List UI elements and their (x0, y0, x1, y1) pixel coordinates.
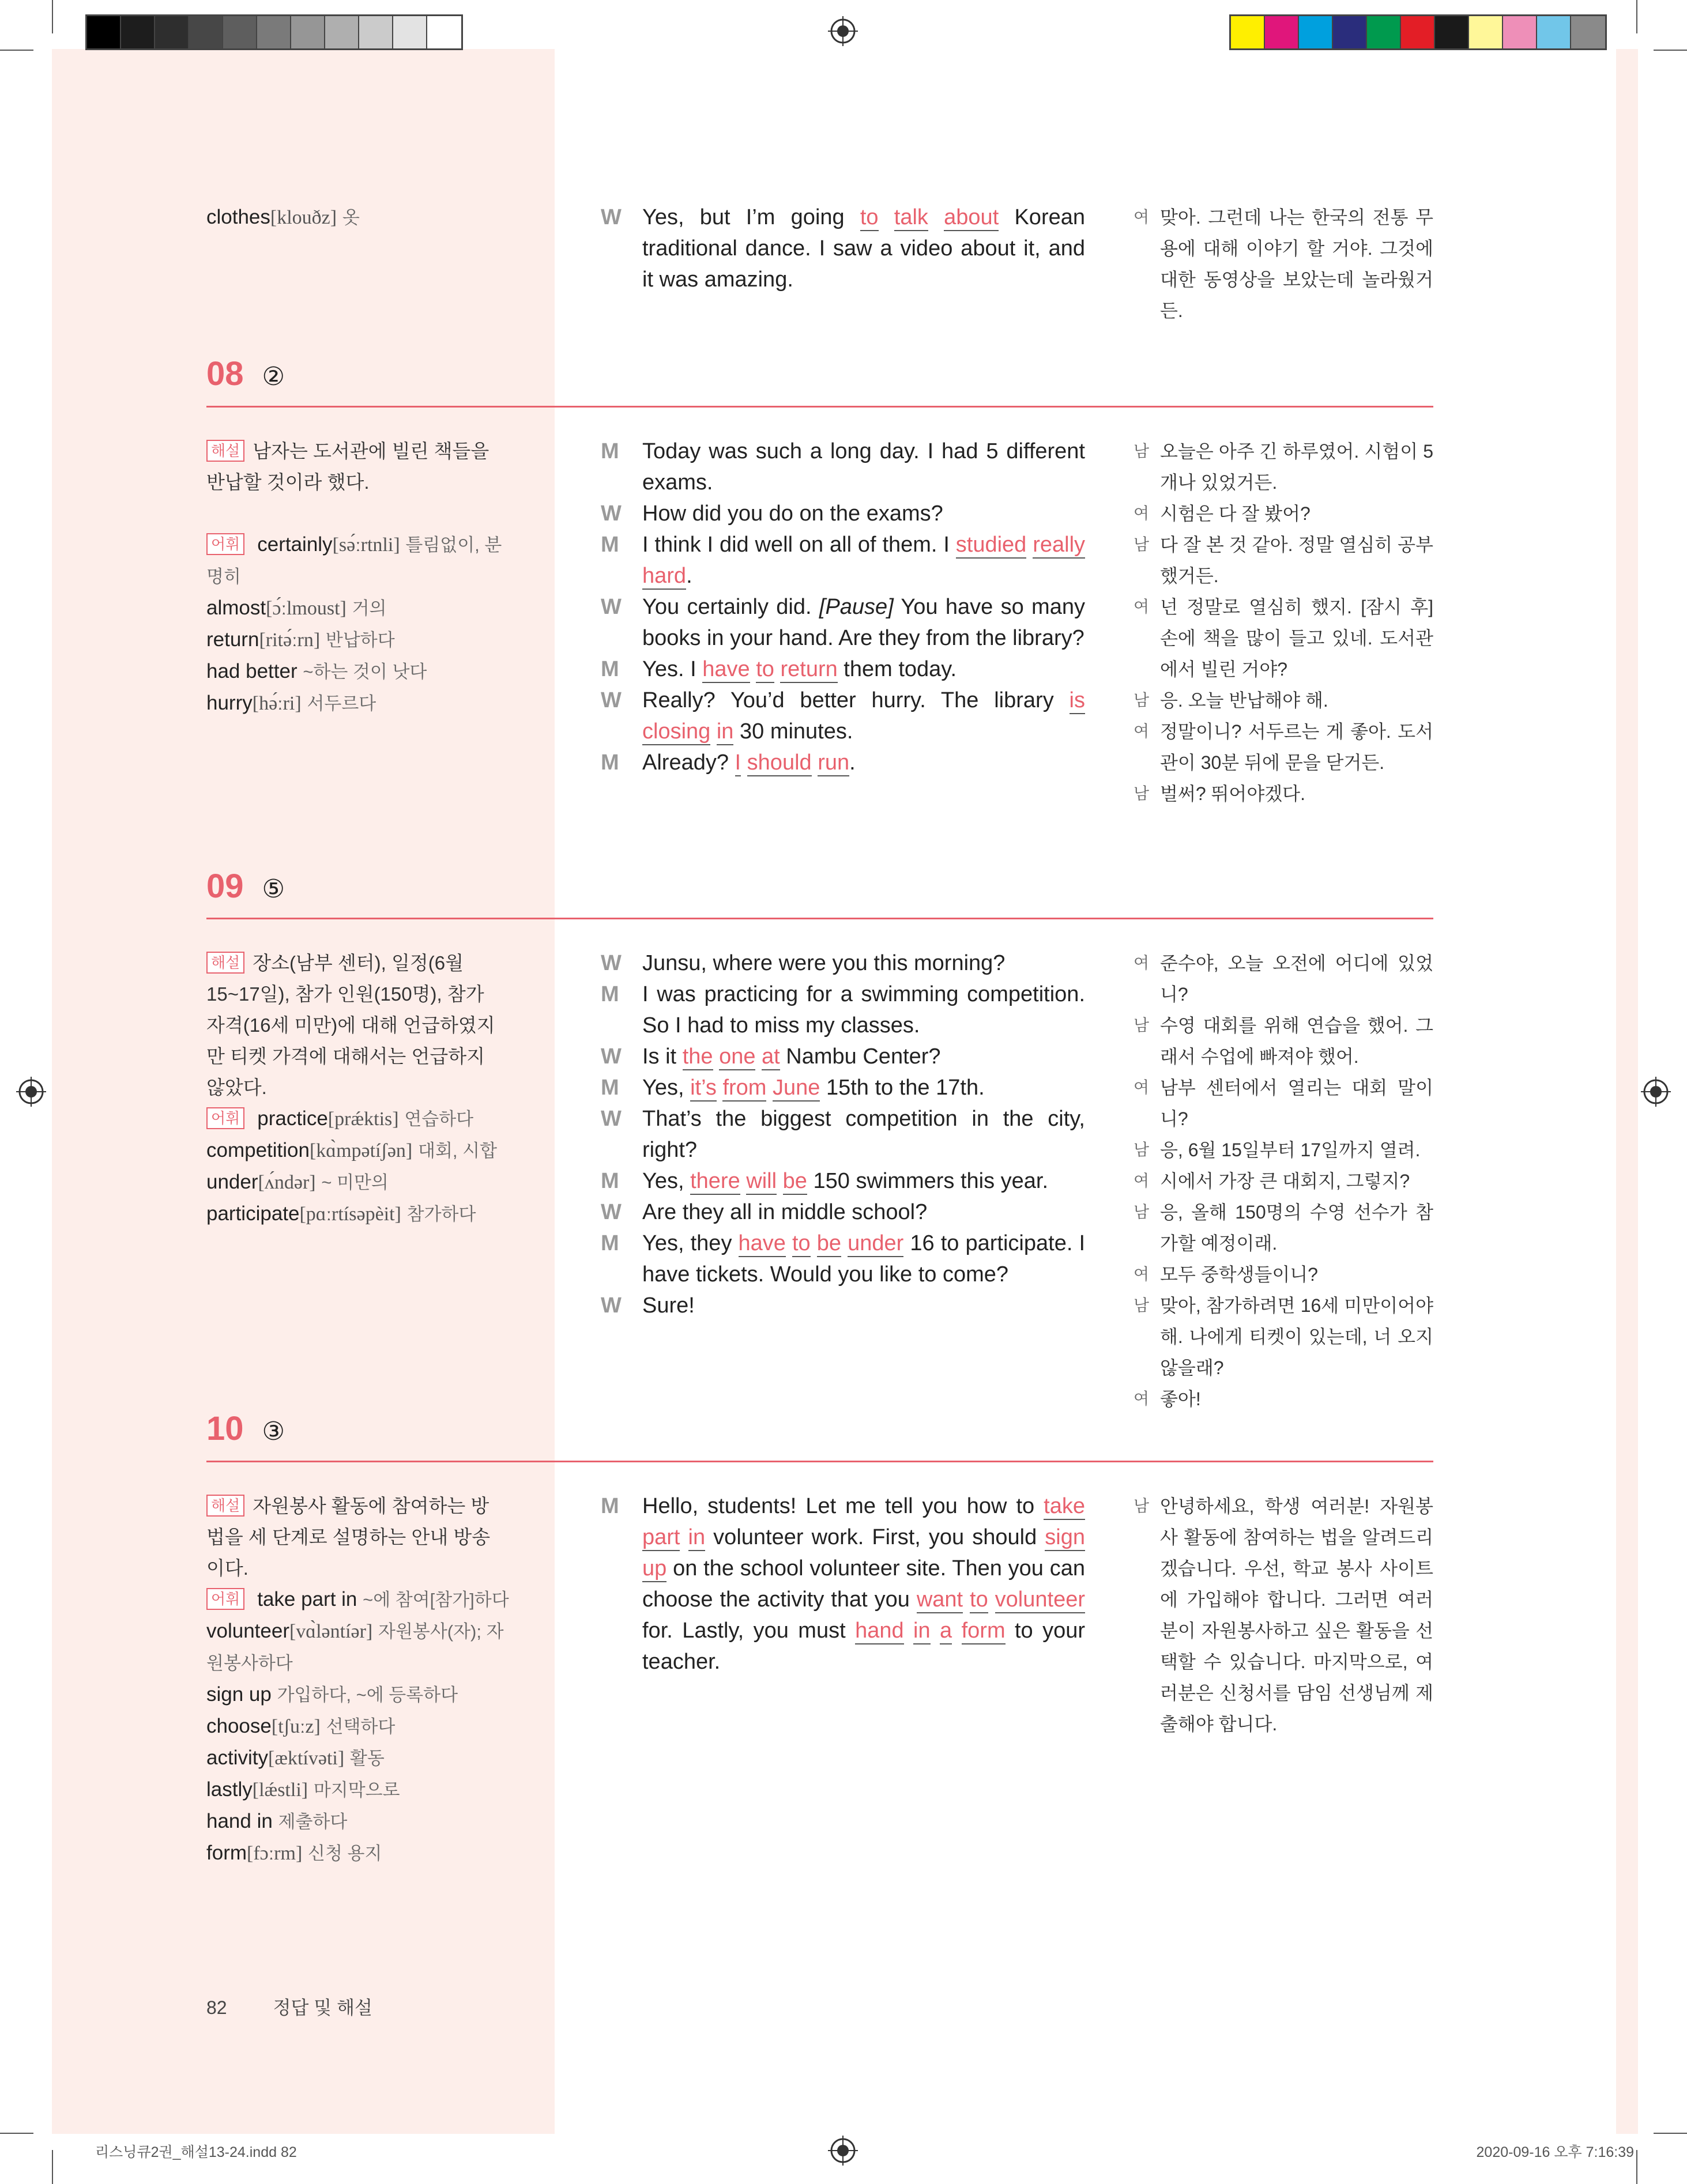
translation-line (1134, 498, 1433, 529)
speaker-label: W (601, 688, 622, 712)
speaker-label: M (601, 750, 619, 775)
vocab-meaning: 자원봉사(자); 자원봉사하다 (206, 1621, 504, 1673)
gray-color-bar (85, 14, 463, 50)
explanation-08 (206, 436, 506, 498)
dialogue-text: Sure! (642, 1293, 695, 1318)
speaker-label: 남 (1134, 784, 1150, 802)
vocab-entry (206, 1806, 518, 1838)
translation-line (1134, 685, 1433, 716)
color-swatch (257, 16, 291, 48)
color-swatch (121, 16, 155, 48)
vocab-entry (206, 1774, 518, 1806)
translation-text: 안녕하세요, 학생 여러분! 자원봉사 활동에 참여하는 법을 알려드리겠습니다. 우선, 학교 봉사 사이트에 가입해야 합니다. 그러면 여러분이 자원봉사하고 싶은 활동을 선택할 수 있습니다. 마지막으로, 여러분은 신청서를 담임 선생님께 제출해야 합니다. (1160, 1496, 1433, 1734)
speaker-label: M (601, 982, 619, 1006)
blank-answer: should (747, 750, 812, 776)
dialogue-10 (601, 1491, 1085, 1677)
vocab-entry (206, 1711, 518, 1742)
registration-mark-icon (16, 1077, 46, 1107)
translation-text: 시험은 다 잘 봤어? (1160, 503, 1311, 524)
blank-answer: June (773, 1076, 820, 1102)
color-swatch (1469, 16, 1503, 48)
vocab-word: practice (257, 1107, 328, 1130)
translation-line (1134, 1072, 1433, 1134)
blank-answer: be (783, 1169, 807, 1195)
blank-answer: really (1033, 533, 1085, 559)
vocab-tag: 어휘 (206, 533, 244, 555)
blank-answer: it’s (690, 1076, 717, 1102)
translation-text: 오늘은 아주 긴 하루였어. 시험이 5개나 있었거든. (1160, 441, 1433, 493)
footer-title: 정답 및 해설 (273, 1997, 372, 2018)
vocab-list-09 (206, 1103, 518, 1230)
dialogue-line (601, 979, 1085, 1041)
question-header-08 (206, 354, 285, 395)
dialogue-text: Hello, students! Let me tell you how to take part in volunteer work. First, you should sign up on the school volunteer site. Then you can choose the activity that you want to volunteer for. Lastly, you must hand in a form to your teacher. (642, 1494, 1086, 1674)
color-swatch (1435, 16, 1469, 48)
dialogue-08 (601, 436, 1085, 778)
vocab-word: competition (206, 1139, 310, 1161)
translation-text: 시에서 가장 큰 대회지, 그렇지? (1160, 1171, 1410, 1191)
translation-line (1134, 1383, 1433, 1414)
explanation-text: 장소(남부 센터), 일정(6월 15~17일), 참가 인원(150명), 참가 자격(16세 미만)에 대해 언급하였지만 티켓 가격에 대해서는 언급하지 않았다. (206, 952, 495, 1098)
registration-mark-icon (828, 16, 858, 46)
dialogue-text: Really? You’d better hurry. The library is closing in 30 minutes. (642, 685, 1085, 747)
vocab-meaning: ~ 미만의 (321, 1172, 389, 1193)
speaker-label: 여 (1134, 1172, 1150, 1190)
vocab-entry (206, 1167, 518, 1198)
dialogue-line (601, 498, 1085, 529)
explanation-text: 남자는 도서관에 빌린 책들을 반납할 것이라 했다. (206, 440, 489, 493)
explanation-09 (206, 948, 506, 1103)
vocab-meaning: 마지막으로 (313, 1780, 400, 1800)
crop-mark (0, 50, 33, 51)
crop-mark (52, 2150, 53, 2184)
blank-answer: is (1070, 688, 1085, 714)
dialogue-text: That’s the biggest competition in the city, right? (642, 1107, 1085, 1162)
question-number: 10 (206, 1410, 244, 1447)
blank-answer: return (780, 657, 837, 683)
vocab-entry (206, 529, 518, 593)
vocab-phonetic: [tʃuːz] (271, 1716, 321, 1737)
speaker-label: M (601, 533, 619, 557)
blank-answer: the (683, 1044, 713, 1070)
color-swatch (359, 16, 393, 48)
blank-answer: run (818, 750, 849, 776)
vocab-meaning: 틀림없이, 분명히 (206, 535, 502, 587)
dialogue-line (601, 1103, 1085, 1165)
translation-line (1134, 529, 1433, 591)
vocab-word: under (206, 1171, 258, 1193)
translation-text: 벌써? 뛰어야겠다. (1160, 783, 1305, 804)
vocab-meaning: 선택하다 (326, 1717, 396, 1737)
blank-answer: take (1044, 1494, 1085, 1520)
vocab-meaning: 반납하다 (325, 630, 395, 650)
translation-line (1134, 1197, 1433, 1259)
translation-line (1134, 1290, 1433, 1383)
dialogue-text: Are they all in middle school? (642, 1200, 928, 1224)
speaker-label: 여 (1134, 954, 1150, 972)
dialogue-line (601, 1041, 1085, 1072)
slug-filename: 리스닝큐2권_해설13-24.indd 82 (95, 2144, 297, 2160)
blank-answer: about (944, 205, 999, 231)
vocab-entry (206, 1838, 518, 1869)
translation-line (1134, 1491, 1433, 1740)
translation-line (1134, 1134, 1433, 1165)
dialogue-line (601, 948, 1085, 979)
page-footer (206, 1993, 372, 2020)
vocab-meaning: 서두르다 (307, 693, 376, 714)
dialogue-line (601, 1290, 1085, 1321)
vocab-meaning: 신청 용지 (308, 1843, 382, 1864)
answer-choice: ⑤ (262, 875, 285, 903)
dialogue-text: Today was such a long day. I had 5 different exams. (642, 439, 1085, 495)
blank-answer: be (817, 1231, 841, 1257)
dialogue-text: I was practicing for a swimming competition. So I had to miss my classes. (642, 982, 1085, 1038)
translation-text: 응, 올해 150명의 수영 선수가 참가할 예정이래. (1160, 1202, 1433, 1254)
blank-answer: volunteer (995, 1587, 1085, 1613)
vocab-tag: 어휘 (206, 1107, 244, 1129)
vocab-entry (206, 593, 518, 624)
dialogue-line (601, 591, 1085, 654)
section-rule (206, 1461, 1433, 1462)
speaker-label: W (601, 1044, 622, 1069)
dialogue-text: Yes, they have to be under 16 to participate. I have tickets. Would you like to come? (642, 1231, 1086, 1287)
blank-answer: part (642, 1525, 680, 1551)
vocab-phonetic: [pɑːrtísəpèit] (299, 1204, 401, 1225)
blank-answer: in (688, 1525, 706, 1551)
translation-text: 좋아! (1160, 1389, 1201, 1409)
color-swatch (1231, 16, 1265, 48)
vocab-meaning: 제출하다 (278, 1812, 348, 1832)
dialogue-line (601, 436, 1085, 498)
vocab-word: sign up (206, 1683, 272, 1706)
margin-strip (1616, 49, 1638, 2134)
translation-line (1134, 1010, 1433, 1072)
dialogue-text: Yes, it’s from June 15th to the 17th. (642, 1072, 1085, 1103)
speaker-label: W (601, 501, 622, 526)
speaker-label: W (601, 1293, 622, 1318)
vocab-phonetic: [æktívəti] (268, 1748, 345, 1769)
blank-answer: talk (894, 205, 928, 231)
blank-answer: will (746, 1169, 777, 1195)
vocab-phonetic: [vɑ̀ləntíər] (289, 1621, 373, 1642)
speaker-label: 남 (1134, 1203, 1150, 1221)
color-swatch (1503, 16, 1537, 48)
stage-direction: [Pause] (819, 595, 894, 619)
translation-09 (1134, 948, 1433, 1414)
crop-mark (1636, 0, 1637, 33)
registration-mark-icon (1641, 1077, 1671, 1107)
vocab-meaning: ~에 참여[참가]하다 (363, 1590, 509, 1610)
blank-answer: have (739, 1231, 786, 1257)
dialogue-text: Yes, but I’m going to talk about Korean traditional dance. I saw a video about it, and it was amazing. (642, 205, 1085, 292)
dialogue-line (601, 747, 1085, 778)
dialogue-line (601, 654, 1085, 685)
vocab-word: choose (206, 1715, 272, 1737)
blank-answer: to (756, 657, 774, 683)
vocab-phonetic: [sə́ːrtnli] (332, 534, 400, 556)
vocab-word: take part in (257, 1588, 357, 1610)
crop-mark (1654, 2133, 1687, 2134)
blank-answer: I (735, 750, 741, 776)
color-swatch (1299, 16, 1333, 48)
blank-answer: hard (642, 564, 686, 590)
vocab-phonetic: [fɔːrm] (247, 1843, 303, 1864)
blank-answer: a (940, 1619, 952, 1644)
speaker-label: 여 (1134, 598, 1150, 616)
vocab-entry (206, 1742, 518, 1774)
blank-answer: up (642, 1556, 666, 1582)
speaker-label: 남 (1134, 1497, 1150, 1515)
translation-text: 맞아, 참가하려면 16세 미만이어야 해. 나에게 티켓이 있는데, 너 오지 않을래? (1160, 1295, 1433, 1378)
vocab-phonetic: [ritə́ːrn] (259, 629, 321, 651)
vocab-meaning: 가입하다, ~에 등록하다 (277, 1685, 458, 1705)
speaker-label: M (601, 1076, 619, 1100)
blank-answer: form (962, 1619, 1006, 1644)
vocab-phonetic: [klouðz] (270, 207, 337, 228)
dialogue-line (601, 685, 1085, 747)
translation-text: 넌 정말로 열심히 했지. [잠시 후] 손에 책을 많이 들고 있네. 도서관에서 빌린 거야? (1160, 597, 1433, 680)
dialogue-line (601, 202, 1085, 295)
vocab-entry (206, 1616, 518, 1679)
color-swatch (1333, 16, 1367, 48)
vocab-phonetic: [prǽktis] (327, 1108, 399, 1130)
vocab-word: return (206, 628, 259, 651)
section-rule (206, 918, 1433, 919)
speaker-label: M (601, 439, 619, 463)
vocab-word: participate (206, 1202, 300, 1225)
vocab-word: form (206, 1842, 247, 1864)
section-rule (206, 406, 1433, 408)
vocab-meaning: 활동 (349, 1748, 385, 1768)
vocab-entry (206, 1198, 518, 1230)
vocab-meaning: 옷 (342, 208, 360, 228)
speaker-label: 여 (1134, 504, 1150, 522)
vocab-meaning: ~하는 것이 낫다 (303, 662, 427, 682)
translation-text: 남부 센터에서 열리는 대회 말이니? (1160, 1077, 1433, 1129)
vocab-entry (206, 202, 360, 233)
vocab-list-08 (206, 529, 518, 719)
blank-answer: in (717, 719, 734, 745)
translation-text: 응. 오늘 반납해야 해. (1160, 690, 1328, 711)
question-number: 09 (206, 867, 244, 905)
blank-answer: sign (1045, 1525, 1085, 1551)
vocab-entry (206, 1135, 518, 1167)
vocab-word: volunteer (206, 1620, 289, 1642)
dialogue-line (601, 1072, 1085, 1103)
dialogue-text: Is it the one at Nambu Center? (642, 1041, 1085, 1072)
dialogue-text: You certainly did. [Pause] You have so many books in your hand. Are they from the library? (642, 595, 1085, 650)
color-swatch (87, 16, 121, 48)
vocab-word: hand in (206, 1810, 273, 1832)
dialogue-text: Yes. I have to return them today. (642, 654, 1085, 685)
translation-line (1134, 436, 1433, 498)
question-header-09 (206, 867, 285, 907)
speaker-label: W (601, 595, 622, 619)
dialogue-line (601, 1165, 1085, 1197)
speaker-label: W (601, 951, 622, 975)
speaker-label: 여 (1134, 722, 1150, 740)
vocab-list-10 (206, 1584, 518, 1869)
speaker-label: M (601, 1169, 619, 1193)
speaker-label: M (601, 1231, 619, 1255)
speaker-label: 남 (1134, 1296, 1150, 1314)
color-swatch (1537, 16, 1571, 48)
vocab-word: hurry (206, 692, 253, 714)
explanation-text: 자원봉사 활동에 참여하는 방법을 세 단계로 설명하는 안내 방송이다. (206, 1495, 491, 1579)
speaker-label: W (601, 1200, 622, 1224)
question-number: 08 (206, 355, 244, 393)
dialogue-text: Yes, there will be 150 swimmers this year. (642, 1165, 1085, 1197)
slug-timestamp: 2020-09-16 오후 7:16:39 (1476, 2144, 1634, 2160)
speaker-label: W (601, 205, 622, 229)
speaker-label: 남 (1134, 691, 1150, 709)
vocab-word: certainly (257, 533, 333, 556)
crop-mark (1636, 2150, 1637, 2184)
blank-answer: have (702, 657, 750, 683)
translation-text: 응, 6월 15일부터 17일까지 열려. (1160, 1140, 1421, 1160)
process-color-bar (1229, 14, 1607, 50)
speaker-label: 여 (1134, 208, 1150, 226)
translation-top (1134, 202, 1433, 326)
color-swatch (291, 16, 325, 48)
blank-answer: there (690, 1169, 740, 1195)
translation-line (1134, 1259, 1433, 1290)
vocab-word: almost (206, 597, 266, 619)
crop-mark (52, 0, 53, 33)
speaker-label: 남 (1134, 442, 1150, 460)
color-swatch (1571, 16, 1605, 48)
blank-answer: from (722, 1076, 766, 1102)
color-swatch (393, 16, 427, 48)
vocab-entry (206, 656, 518, 688)
blank-answer: to (970, 1587, 988, 1613)
blank-answer: to (860, 205, 879, 231)
speaker-label: M (601, 657, 619, 681)
speaker-label: M (601, 1494, 619, 1518)
translation-line (1134, 1165, 1433, 1197)
vocab-tag: 어휘 (206, 1588, 244, 1610)
vocab-meaning: 참가하다 (406, 1204, 476, 1224)
vocab-entry (206, 1584, 518, 1616)
vocab-entry (206, 1679, 518, 1711)
blank-answer: one (719, 1044, 755, 1070)
vocab-entry (206, 1103, 518, 1135)
dialogue-text: Junsu, where were you this morning? (642, 951, 1006, 975)
translation-line (1134, 202, 1433, 326)
blank-answer: under (848, 1231, 903, 1257)
dialogue-09 (601, 948, 1085, 1321)
color-swatch (223, 16, 257, 48)
translation-text: 모두 중학생들이니? (1160, 1264, 1318, 1285)
dialogue-text: I think I did well on all of them. I studied really hard. (642, 529, 1085, 591)
color-swatch (1265, 16, 1299, 48)
translation-line (1134, 591, 1433, 685)
translation-text: 수영 대회를 위해 연습을 했어. 그래서 수업에 빠져야 했어. (1160, 1015, 1433, 1067)
vocab-entry (206, 688, 518, 719)
explanation-10 (206, 1491, 506, 1584)
vocab-meaning: 거의 (352, 598, 387, 618)
dialogue-line (601, 1491, 1085, 1677)
blank-answer: want (917, 1587, 963, 1613)
dialogue-line (601, 1197, 1085, 1228)
vocab-word: activity (206, 1747, 268, 1769)
speaker-label: 남 (1134, 1141, 1150, 1159)
answer-choice: ③ (262, 1417, 285, 1446)
speaker-label: W (601, 1107, 622, 1131)
vocab-phonetic: [kɑ̀mpətíʃən] (309, 1140, 413, 1161)
vocab-word: lastly (206, 1778, 253, 1801)
color-swatch (189, 16, 223, 48)
speaker-label: 여 (1134, 1390, 1150, 1408)
speaker-label: 남 (1134, 535, 1150, 553)
color-swatch (1367, 16, 1401, 48)
translation-text: 준수야, 오늘 오전에 어디에 있었니? (1160, 953, 1433, 1005)
speaker-label: 남 (1134, 1016, 1150, 1034)
translation-line (1134, 948, 1433, 1010)
vocab-phonetic: [ɔ́ːlmoust] (266, 598, 347, 619)
translation-text: 다 잘 본 것 같아. 정말 열심히 공부했거든. (1160, 534, 1433, 586)
blank-answer: closing (642, 719, 710, 745)
crop-mark (1654, 50, 1687, 51)
vocab-meaning: 대회, 시합 (418, 1141, 498, 1161)
vocab-meaning: 연습하다 (404, 1109, 474, 1129)
translation-line (1134, 778, 1433, 809)
answer-choice: ② (262, 363, 285, 391)
explanation-tag: 해설 (206, 440, 244, 462)
translation-08 (1134, 436, 1433, 809)
speaker-label: 여 (1134, 1078, 1150, 1096)
vocab-phonetic: [hə́ːri] (252, 693, 302, 714)
vocab-word: had better (206, 660, 298, 682)
translation-10 (1134, 1491, 1433, 1740)
speaker-label: 여 (1134, 1265, 1150, 1283)
blank-answer: hand (855, 1619, 904, 1644)
dialogue-text: How did you do on the exams? (642, 501, 943, 526)
translation-text: 맞아. 그런데 나는 한국의 전통 무용에 대해 이야기 할 거야. 그것에 대한 동영상을 보았는데 놀라웠거든. (1160, 207, 1433, 321)
translation-line (1134, 716, 1433, 778)
vocab-word: clothes (206, 206, 270, 228)
blank-answer: studied (956, 533, 1027, 559)
explanation-tag: 해설 (206, 1495, 244, 1517)
color-swatch (325, 16, 359, 48)
blank-answer: in (913, 1619, 931, 1644)
dialogue-line (601, 529, 1085, 591)
blank-answer: at (762, 1044, 780, 1070)
vocab-phonetic: [lǽstli] (252, 1779, 308, 1801)
explanation-tag: 해설 (206, 952, 244, 974)
translation-text: 정말이니? 서두르는 게 좋아. 도서관이 30분 뒤에 문을 닫거든. (1160, 721, 1433, 773)
dialogue-line (601, 1228, 1085, 1290)
page-number: 82 (206, 1997, 227, 2018)
question-header-10 (206, 1409, 285, 1450)
dialogue-text: Already? I should run. (642, 747, 1085, 778)
blank-answer: to (792, 1231, 811, 1257)
color-swatch (1401, 16, 1435, 48)
color-swatch (155, 16, 189, 48)
crop-mark (0, 2133, 33, 2134)
color-swatch (427, 16, 461, 48)
dialogue-top (601, 202, 1085, 295)
registration-mark-icon (828, 2136, 858, 2166)
vocab-phonetic: [ʌ́ndər] (258, 1172, 316, 1193)
vocab-entry (206, 624, 518, 656)
